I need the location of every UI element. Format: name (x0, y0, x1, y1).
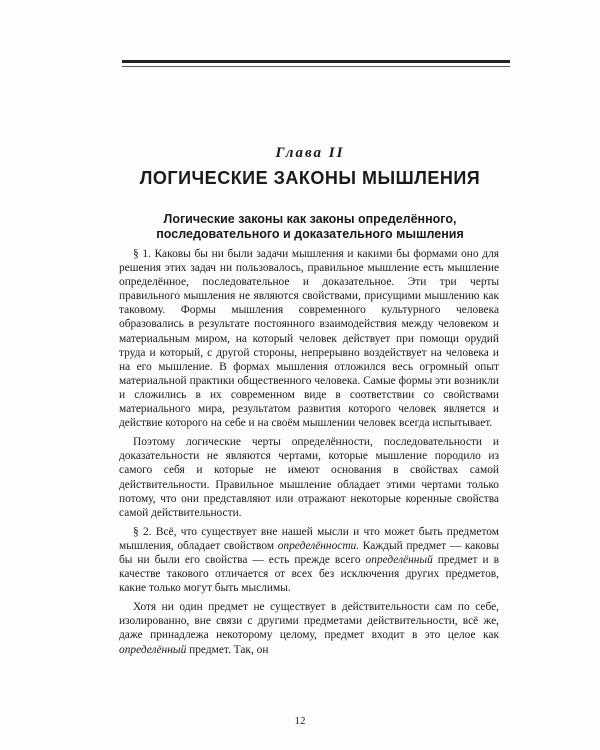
paragraph-3-part-b: Каждый предмет — каковы бы ни были его свойства — есть прежде всего (119, 539, 499, 566)
top-rule (122, 60, 510, 63)
subtitle-line-1: Логические законы как законы определённого, (163, 212, 457, 226)
top-rule-thin (122, 66, 510, 67)
paragraph-4-part-a: Хотя ни один предмет не существует в действительности сам по себе, изолированно, вне связи с другими предметами действительности, всё же, даже принадлежа некоторому целому, предмет входит в это целое как (119, 601, 499, 642)
paragraph-3 (119, 525, 499, 595)
subtitle-line-2: последовательного и доказательного мышления (156, 227, 464, 241)
chapter-title: ЛОГИЧЕСКИЕ ЗАКОНЫ МЫШЛЕНИЯ (139, 168, 481, 188)
paragraph-3-part-c: предмет и в качестве такового отличается от всех без исключения других предметов, какие только могут быть мыслимы. (119, 553, 499, 595)
page-number: 12 (294, 715, 306, 727)
emphasis-opredelenny-2: определённый (119, 643, 187, 656)
section-subtitle (120, 212, 500, 242)
emphasis-opredelennosti: определённости. (277, 539, 360, 552)
chapter-heading: Глава II (275, 145, 345, 161)
paragraph-3-part-a: § 2. Всё, что существует вне нашей мысли и что может быть предметом мышления, обладает свойством (119, 525, 499, 552)
paragraph-2: Поэтому логические черты определённости, последовательности и доказательности не являются чертами, которые мышление породило из самого себя и которые не имеют основания в свойствах самой действительности. Правильное мышление обладает этими чертами только потому, что они представляют или отражают некоторые коренные свойства самой действительности. (119, 436, 499, 519)
body-text (119, 247, 499, 660)
paragraph-1: § 1. Каковы бы ни были задачи мышления и какими бы формами оно для решения этих задач ни пользовалось, правильное мышление есть мышление определённое, последовательное и доказательное. Эти три черты правильного мышления не являются свойствами, присущими мышлению как таковому. Формы мышления современного культурного человека образовались в результате постоянного взаимодействия между человеком и материальным миром, на который человек действует при помощи орудий труда и который, с другой стороны, непрерывно воздействует на человека и на его мышление. В формах мышления отложился весь огромный опыт материальной практики общественного человека. Самые формы эти возникли и сложились в их современном виде в соответствии со свойствами материального мира, результатом развития которого человек является и действие которого на себе и на своём мышлении человек всегда испытывает. (119, 248, 499, 430)
emphasis-opredelenny-1: определённый (365, 553, 433, 566)
paragraph-4-part-b: предмет. Так, он (186, 643, 269, 656)
paragraph-4 (119, 600, 499, 656)
